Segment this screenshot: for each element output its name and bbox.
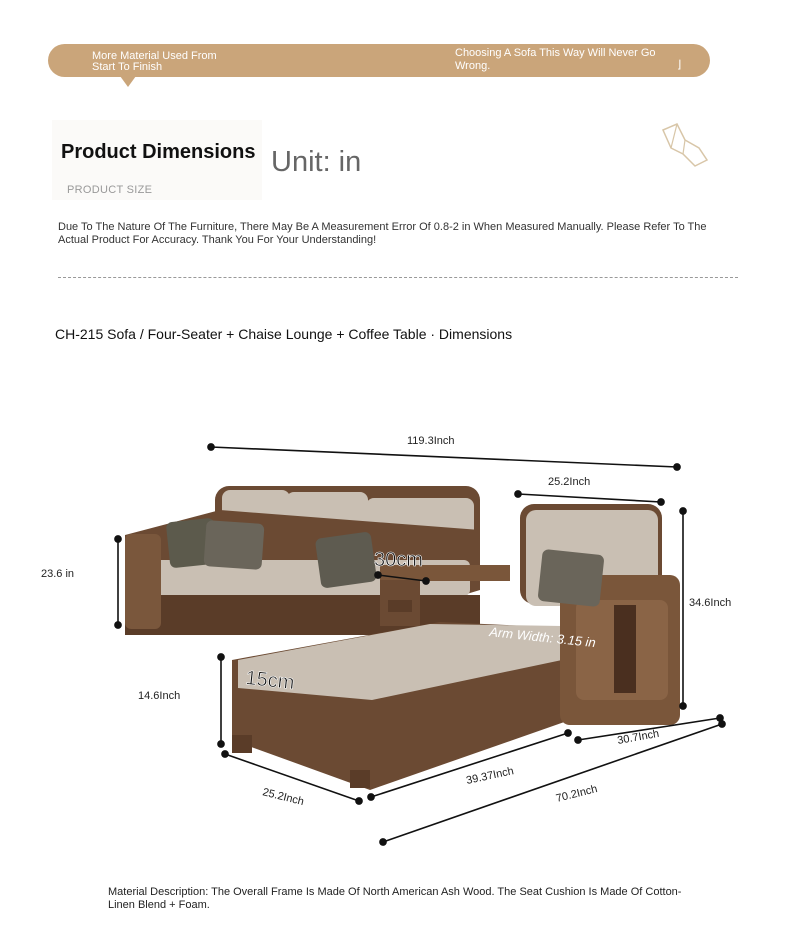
chair-height-label: 34.6Inch [689,597,732,609]
chaise-length-label: 39.37Inch [465,765,515,787]
chaise-height-label: 14.6Inch [138,690,181,702]
table-width-label: 30cm [374,549,423,571]
banner-left-text: More Material Used From Start To Finish [92,50,217,73]
main-sofa [125,486,480,635]
height-label: 23.6 in [41,568,75,580]
ribbon-decoration-icon [655,122,715,172]
material-description: Material Description: The Overall Frame Is Made Of North American Ash Wood. The Seat Cushion Is Made Of Cotton-Linen Blend + Foam. [108,886,682,911]
chaise-cushion-label: 15cm [244,667,296,695]
dashed-divider [58,277,738,278]
page-title: Product Dimensions [61,141,256,163]
chaise-lounge [232,622,570,790]
banner-right-text: Choosing A Sofa This Way Will Never Go Wrong. [455,47,656,72]
sofa-dimension-diagram [0,400,790,860]
chair-depth-label: 30.7Inch [616,727,661,747]
unit-label: Unit: in [271,146,362,178]
total-depth-label: 70.2Inch [554,783,599,805]
banner-bracket-icon: ⌋ [677,59,682,71]
arm-width-label: Arm Width: 3.15 in [488,624,597,651]
banner-pointer [120,76,136,87]
page-subtitle: PRODUCT SIZE [67,184,153,196]
chair-width-label: 25.2Inch [548,476,591,488]
chaise-depth-label: 25.2Inch [261,786,306,809]
measurement-disclaimer: Due To The Nature Of The Furniture, There May Be A Measurement Error Of 0.8-2 in When Measured Manually. Please Refer To The Actual Product For Accuracy. Thank You For Your Understanding! [58,221,707,246]
total-width-label: 119.3Inch [407,435,455,447]
model-title: CH-215 Sofa / Four-Seater + Chaise Lounge + Coffee Table · Dimensions [55,326,513,342]
